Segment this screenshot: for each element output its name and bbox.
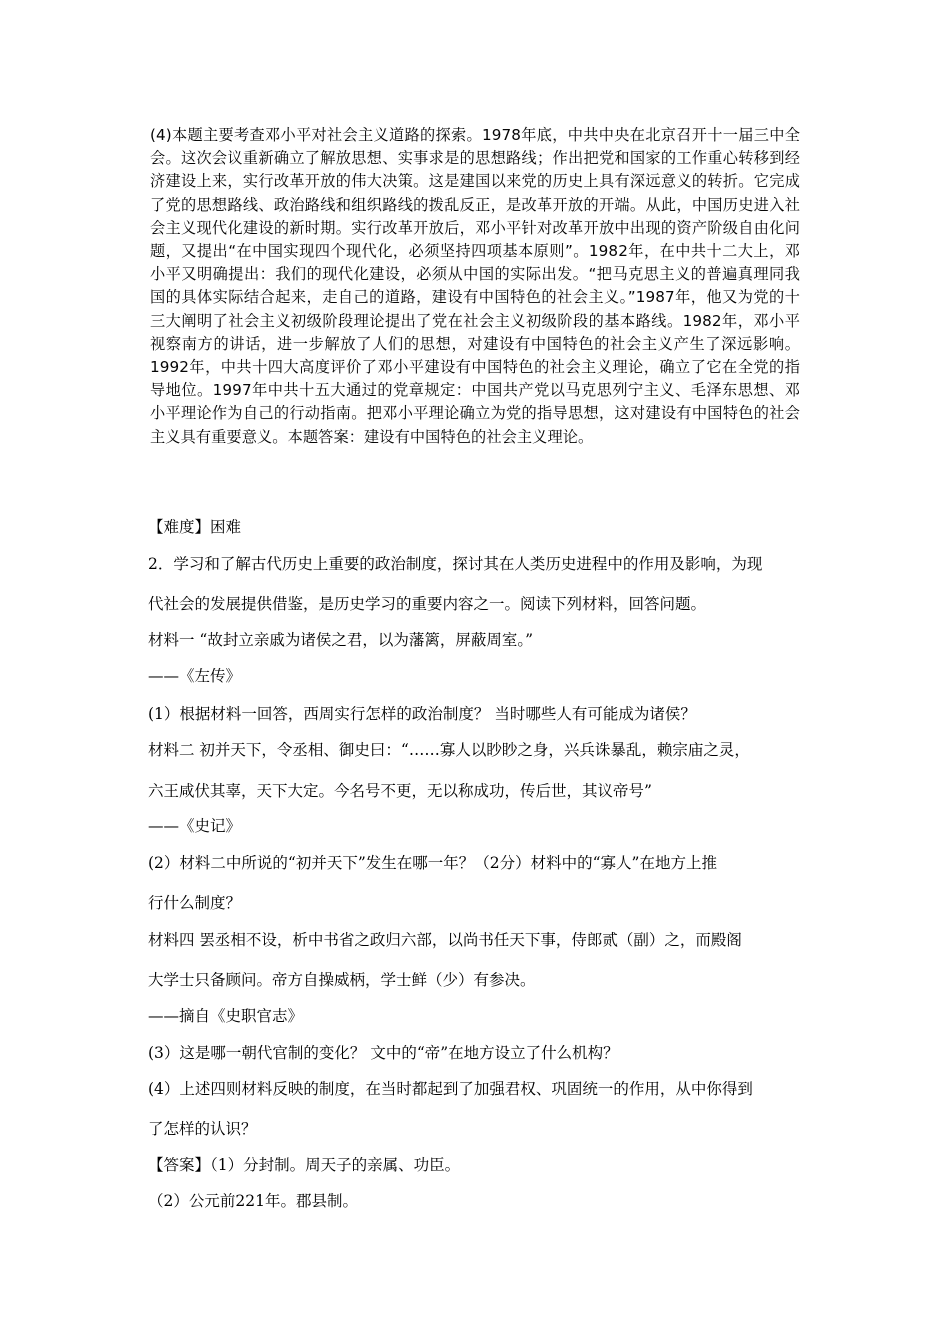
material-2-line-1: 材料二 初并天下，令丞相、御史曰：“……寡人以眇眇之身，兴兵诛暴乱，赖宗庙之灵， — [148, 741, 750, 759]
question-2-line-1: (2）材料二中所说的“初并天下”发生在哪一年？（2分）材料中的“寡人”在地方上推 — [148, 854, 717, 872]
question-2-line-2: 行什么制度？ — [148, 894, 242, 912]
analysis-paragraph: (4)本题主要考查邓小平对社会主义道路的探索。1978年底，中共中央在北京召开十一届三中全会。这次会议重新确立了解放思想、实事求是的思想路线；作出把党和国家的工作重心转移到经济建设上来，实行改革开放的伟大决策。这是建国以来党的历史上具有深远意义的转折。它完成了党的思想路线、政治路线和组织路线的拨乱反正，是改革开放的开端。从此，中国历史进入社会主义现代化建设的新时期。实行改革开放后，邓小平针对改革开放中出现的资产阶级自由化问题，又提出“在中国实现四个现代化，必须坚持四项基本原则”。1982年，在中共十二大上，邓小平又明确提出：我们的现代化建设，必须从中国的实际出发。“把马克思主义的普遍真理同我国的具体实际结合起来，走自己的道路，建设有中国特色的社会主义。”1987年，他又为党的十三大阐明了社会主义初级阶段理论提出了党在社会主义初级阶段的基本路线。1982年，邓小平视察南方的讲话，进一步解放了人们的思想，对建设有中国特色的社会主义产生了深远影响。1992年，中共十四大高度评价了邓小平建设有中国特色的社会主义理论，确立了它在全党的指导地位。1997年中共十五大通过的党章规定：中国共产党以马克思列宁主义、毛泽东思想、邓小平理论作为自己的行动指南。把邓小平理论确立为党的指导思想，这对建设有中国特色的社会主义具有重要意义。本题答案：建设有中国特色的社会主义理论。 — [150, 126, 800, 446]
answer-line-1: 【答案】（1）分封制。周天子的亲属、功臣。 — [148, 1156, 461, 1174]
question-intro-line-2: 代社会的发展提供借鉴，是历史学习的重要内容之一。阅读下列材料，回答问题。 — [148, 595, 707, 613]
material-2-line-2: 六王咸伏其辜，天下大定。今名号不更，无以称成功，传后世，其议帝号” — [148, 782, 652, 800]
question-3: (3）这是哪一朝代官制的变化？ 文中的“帝”在地方设立了什么机构？ — [148, 1044, 619, 1062]
answer-line-2: （2）公元前221年。郡县制。 — [148, 1192, 358, 1210]
question-4-line-2: 了怎样的认识？ — [148, 1120, 257, 1138]
material-1-source: ——《左传》 — [148, 667, 242, 685]
question-1: (1）根据材料一回答，西周实行怎样的政治制度？ 当时哪些人有可能成为诸侯？ — [148, 705, 696, 723]
material-4-line-2: 大学士只备顾问。帝方自操威柄，学士鲜（少）有参决。 — [148, 971, 536, 989]
question-4-line-1: (4）上述四则材料反映的制度，在当时都起到了加强君权、巩固统一的作用，从中你得到 — [148, 1080, 753, 1098]
difficulty-label: 【难度】困难 — [148, 518, 242, 536]
question-intro-line-1: 2．学习和了解古代历史上重要的政治制度，探讨其在人类历史进程中的作用及影响，为现 — [148, 555, 763, 573]
material-1: 材料一 “故封立亲戚为诸侯之君，以为藩篱，屏蔽周室。” — [148, 631, 534, 649]
material-4-line-1: 材料四 罢丞相不设，析中书省之政归六部，以尚书任天下事，侍郎贰（副）之，而殿阁 — [148, 931, 742, 949]
material-2-source: ——《史记》 — [148, 817, 242, 835]
material-4-source: ——摘自《史职官志》 — [148, 1007, 304, 1025]
